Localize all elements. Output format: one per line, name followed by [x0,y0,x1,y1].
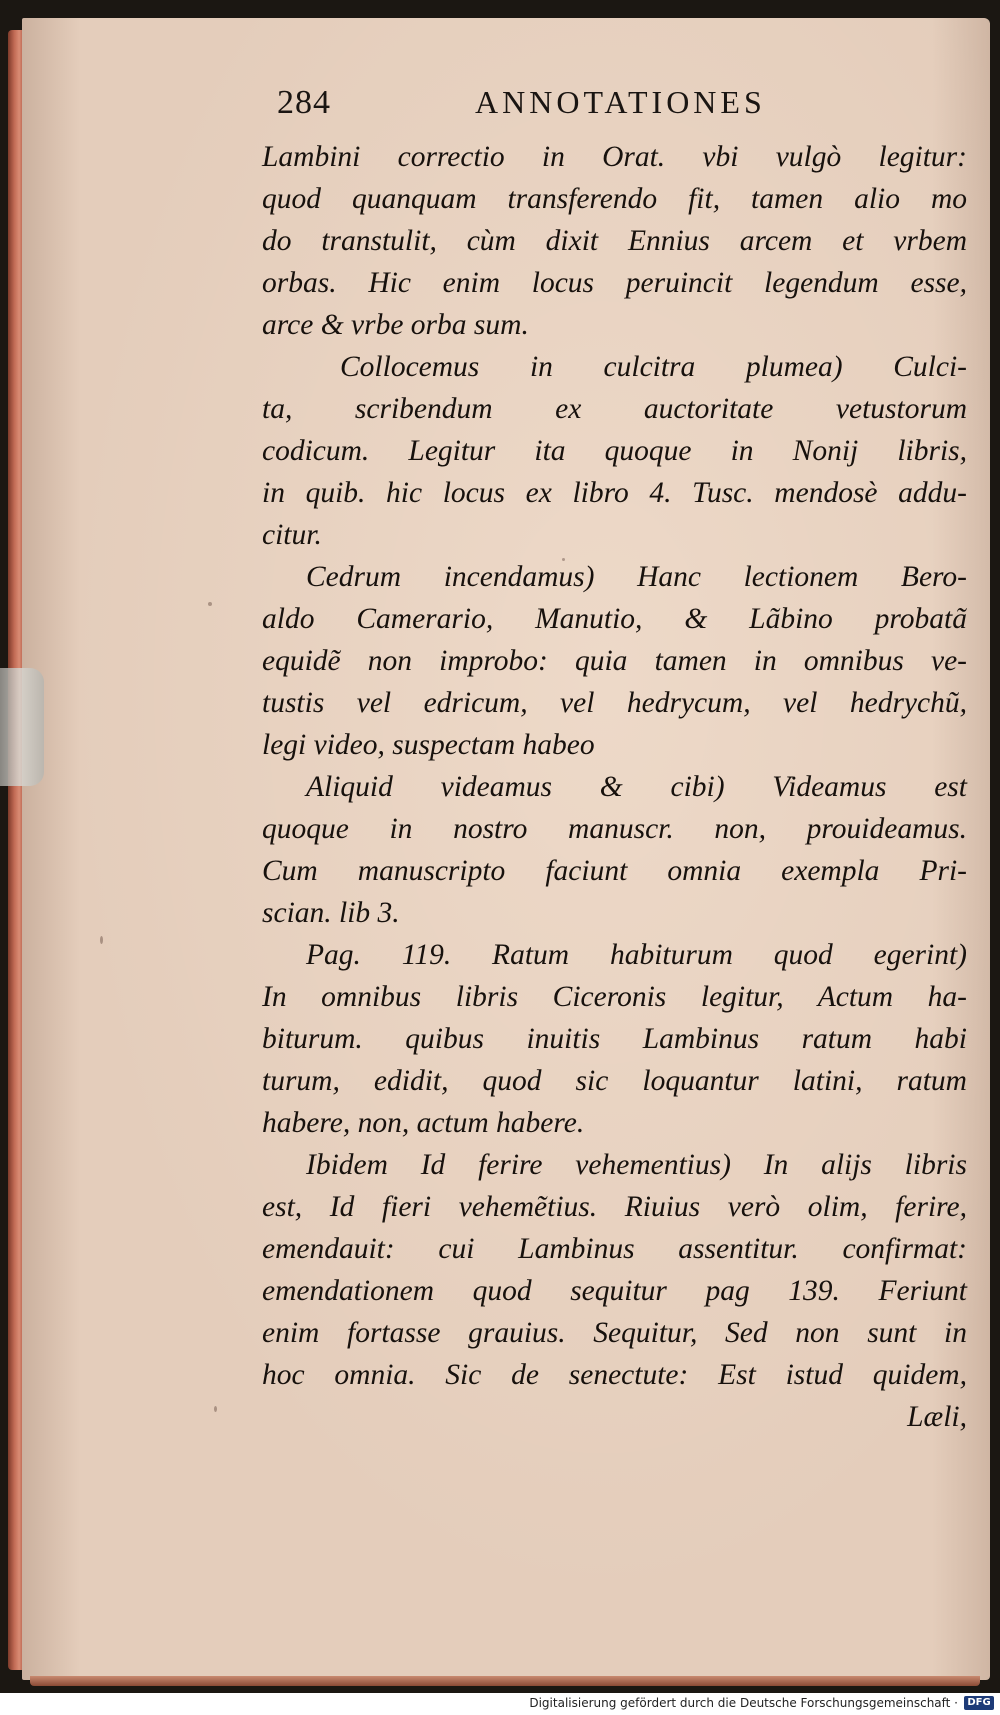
text-line: citur. [262,519,322,551]
ink-spot [100,936,103,944]
running-head [0,84,1000,124]
text-line: scian. lib 3. [262,897,400,929]
text-line: emendationem quod sequitur pag 139. Feriunt [262,1275,967,1307]
text-line: codicum. Legitur ita quoque in Nonij libris, [262,435,967,467]
text-line: do transtulit, cùm dixit Ennius arcem et vrbem [262,225,967,257]
ink-spot [208,602,212,606]
text-line: orbas. Hic enim locus peruincit legendum esse, [262,267,967,299]
text-line: ta, scribendum ex auctoritate vetustorum [262,393,967,425]
catchword: Læli, [907,1401,967,1433]
text-line: Cedrum incendamus) Hanc lectionem Bero- [306,561,967,593]
text-line: arce & vrbe orba sum. [262,309,529,341]
text-line: quoque in nostro manuscr. non, prouideamus. [262,813,967,845]
text-line: est, Id fieri vehemẽtius. Riuius verò olim, ferire, [262,1191,967,1223]
funding-credit: Digitalisierung gefördert durch die Deutsche Forschungsgemeinschaft · [529,1696,958,1710]
text-line: Pag. 119. Ratum habiturum quod egerint) [306,939,967,971]
text-line: enim fortasse grauius. Sequitur, Sed non sunt in [262,1317,967,1349]
text-line: equidẽ non improbo: quia tamen in omnibus ve- [262,645,967,677]
text-line: In omnibus libris Ciceronis legitur, Actum ha- [262,981,967,1013]
text-line: aldo Camerario, Manutio, & Lãbino probatã [262,603,967,635]
text-line: legi video, suspectam habeo [262,729,595,761]
running-title: ANNOTATIONES [475,84,766,120]
text-line: biturum. quibus inuitis Lambinus ratum habi [262,1023,967,1055]
text-line: turum, edidit, quod sic loquantur latini, ratum [262,1065,967,1097]
text-line: Lambini correctio in Orat. vbi vulgò legitur: [262,141,967,173]
digitization-footer [0,1693,1000,1715]
text-line: quod quanquam transferendo fit, tamen alio mo [262,183,967,215]
page-number: 284 [277,84,331,121]
text-line: Cum manuscripto faciunt omnia exempla Pri- [262,855,967,887]
text-line: Collocemus in culcitra plumea) Culci- [340,351,967,383]
text-line: Ibidem Id ferire vehementius) In alijs libris [306,1149,967,1181]
text-line: tustis vel edricum, vel hedrycum, vel hedrychũ, [262,687,967,719]
body-text [262,136,967,1438]
text-line: in quib. hic locus ex libro 4. Tusc. mendosè addu- [262,477,967,509]
book-edge-bottom [30,1676,980,1686]
text-line: Aliquid videamus & cibi) Videamus est [306,771,967,803]
page-clip [0,668,44,786]
ink-spot [214,1406,217,1412]
text-line: emendauit: cui Lambinus assentitur. confirmat: [262,1233,967,1265]
text-line: hoc omnia. Sic de senectute: Est istud quidem, [262,1359,967,1391]
dfg-logo: DFG [964,1696,994,1710]
text-line: habere, non, actum habere. [262,1107,585,1139]
